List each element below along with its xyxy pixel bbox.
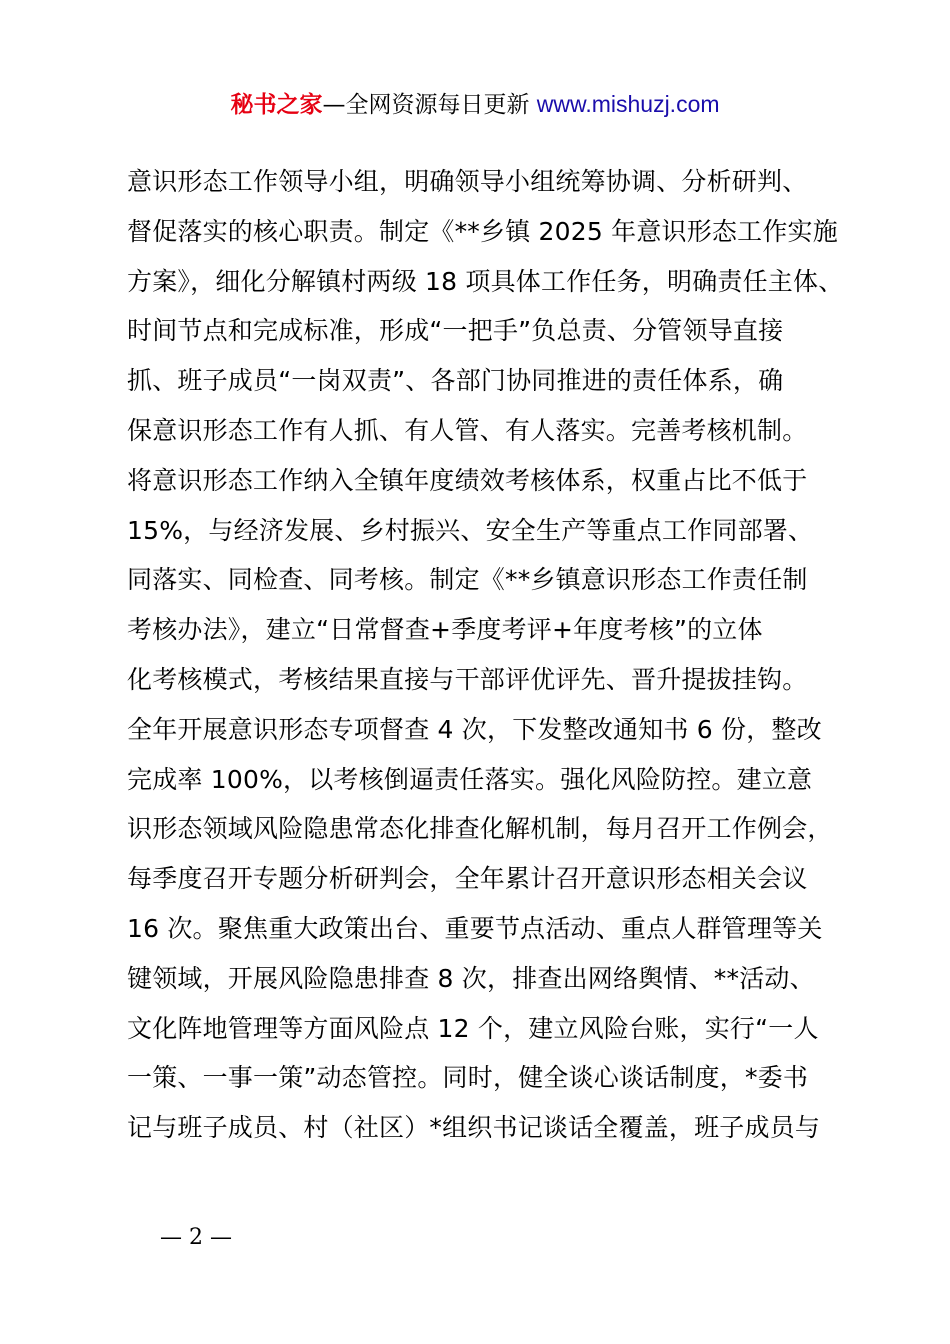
- body-line: 同落实、同检查、同考核。制定《**乡镇意识形态工作责任制: [127, 565, 808, 595]
- body-line: 化考核模式，考核结果直接与干部评优评先、晋升提拔挂钩。: [127, 664, 808, 694]
- body-line: 意识形态工作领导小组，明确领导小组统筹协调、分析研判、: [127, 167, 808, 196]
- body-line: 文化阵地管理等方面风险点 12 个，建立风险台账，实行“一人: [127, 1013, 819, 1043]
- body-line: 考核办法》，建立“日常督查+季度考评+年度考核”的立体: [127, 615, 763, 645]
- body-line: 键领域，开展风险隐患排查 8 次，排查出网络舆情、**活动、: [127, 963, 815, 993]
- body-line: 完成率 100%，以考核倒逼责任落实。强化风险防控。建立意: [127, 764, 813, 794]
- body-line: 全年开展意识形态专项督查 4 次，下发整改通知书 6 份，整改: [127, 714, 822, 744]
- page-header: [0, 86, 950, 123]
- body-line: 方案》，细化分解镇村两级 18 项具体工作任务，明确责任主体、: [127, 266, 844, 296]
- site-url-link[interactable]: www.mishuzj.com: [536, 91, 720, 117]
- document-body: [127, 157, 867, 1153]
- header-slogan: —全网资源每日更新: [322, 92, 530, 118]
- body-line: 督促落实的核心职责。制定《**乡镇 2025 年意识形态工作实施: [127, 216, 838, 246]
- body-line: 一策、一事一策”动态管控。同时，健全谈心谈话制度，*委书: [127, 1063, 809, 1093]
- body-line: 记与班子成员、村（社区）*组织书记谈话全覆盖，班子成员与: [127, 1113, 821, 1143]
- body-line: 将意识形态工作纳入全镇年度绩效考核体系，权重占比不低于: [127, 465, 808, 495]
- body-line: 抓、班子成员“一岗双责”、各部门协同推进的责任体系，确: [127, 366, 784, 396]
- body-line: 时间节点和完成标准，形成“一把手”负总责、分管领导直接: [127, 316, 784, 346]
- body-line: 每季度召开专题分析研判会，全年累计召开意识形态相关会议: [127, 864, 808, 894]
- body-line: 识形态领域风险隐患常态化排查化解机制，每月召开工作例会，: [127, 814, 833, 844]
- brand-name: 秘书之家: [230, 92, 323, 118]
- body-line: 16 次。聚焦重大政策出台、重要节点活动、重点人群管理等关: [127, 913, 823, 943]
- body-line: 保意识形态工作有人抓、有人管、有人落实。完善考核机制。: [127, 415, 808, 445]
- body-line: 15%，与经济发展、乡村振兴、安全生产等重点工作同部署、: [127, 515, 814, 545]
- page-number: — 2 —: [160, 1225, 232, 1250]
